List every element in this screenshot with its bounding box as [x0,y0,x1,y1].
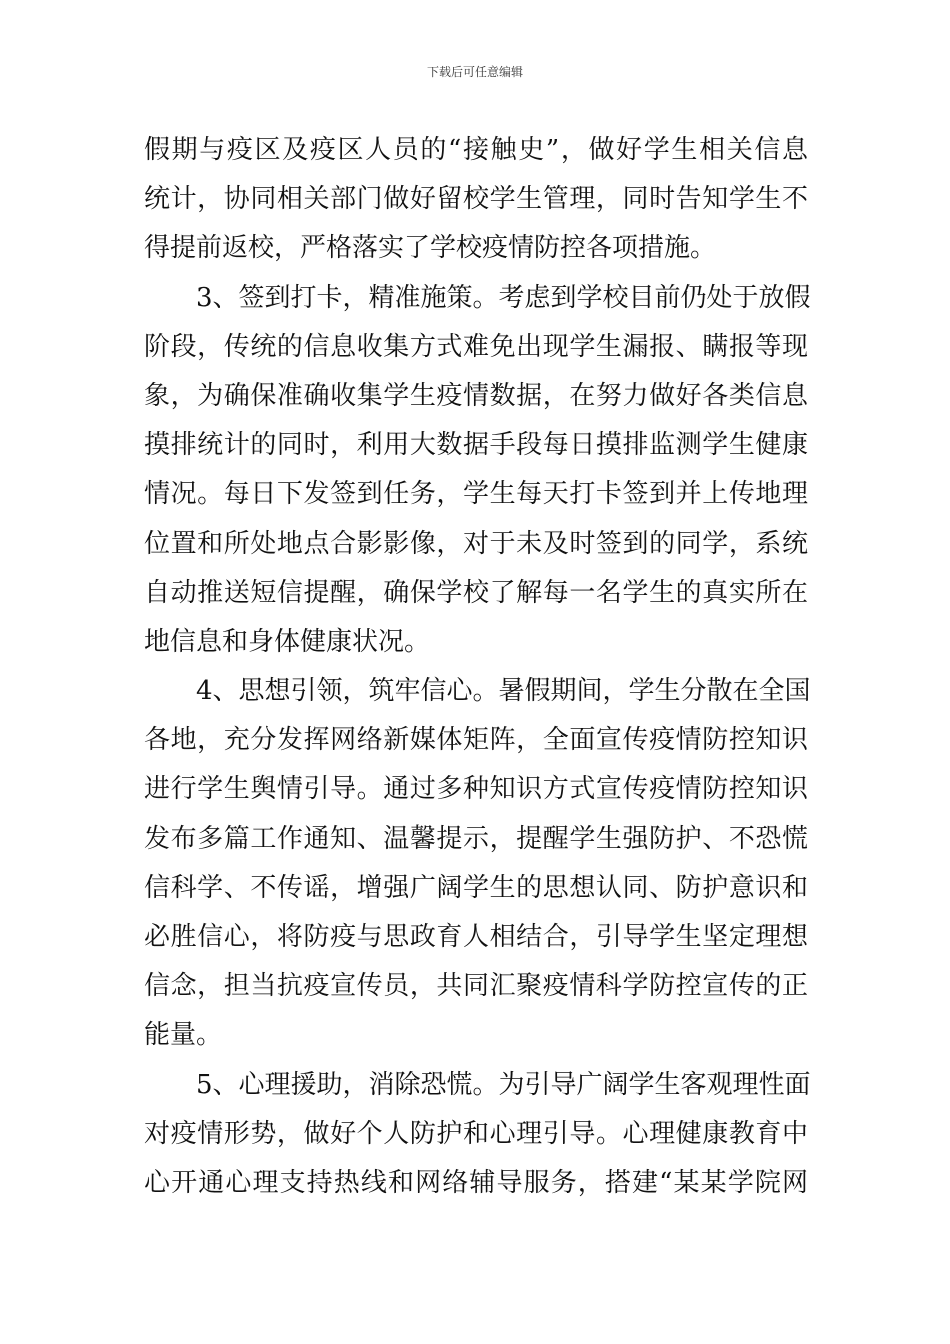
text-line: 自动推送短信提醒，确保学校了解每一名学生的真实所在 [144,577,808,608]
text-line: 信科学、不传谣，增强广阔学生的思想认同、防护意识和 [144,872,808,903]
text-line: 位置和所处地点合影影像，对于未及时签到的同学，系统 [144,528,808,559]
text-line: 信念，担当抗疫宣传员，共同汇聚疫情科学防控宣传的正 [144,971,808,1002]
paragraph-start-line: 4、思想引领，筑牢信心。暑假期间，学生分散在全国 [196,676,811,707]
paragraph-start-line: 5、心理援助，消除恐慌。为引导广阔学生客观理性面 [196,1069,811,1100]
text-line: 心开通心理支持热线和网络辅导服务，搭建“某某学院网 [144,1167,808,1198]
text-line: 能量。 [144,1020,223,1051]
text-line: 发布多篇工作通知、温馨提示，提醒学生强防护、不恐慌 [144,823,808,854]
text-line: 统计，协同相关部门做好留校学生管理，同时告知学生不 [144,184,808,215]
text-line: 阶段，传统的信息收集方式难免出现学生漏报、瞒报等现 [144,331,808,362]
text-line: 得提前返校，严格落实了学校疫情防控各项措施。 [144,233,717,264]
text-line: 进行学生舆情引导。通过多种知识方式宣传疫情防控知识 [144,774,808,805]
text-line: 摸排统计的同时，利用大数据手段每日摸排监测学生健康 [144,430,808,461]
text-line: 必胜信心，将防疫与思政育人相结合，引导学生坚定理想 [144,922,808,952]
text-line: 对疫情形势，做好个人防护和心理引导。心理健康教育中 [144,1118,808,1149]
page-header: 下载后可任意编辑 [426,65,523,79]
text-line: 假期与疫区及疫区人员的“接触史”，做好学生相关信息 [144,135,808,165]
text-line: 各地，充分发挥网络新媒体矩阵，全面宣传疫情防控知识 [144,725,808,756]
document-body [144,126,811,1208]
text-line: 象，为确保准确收集学生疫情数据，在努力做好各类信息 [144,380,808,411]
paragraph-start-line: 3、签到打卡，精准施策。考虑到学校目前仍处于放假 [196,282,811,313]
text-line: 情况。每日下发签到任务，学生每天打卡签到并上传地理 [144,479,808,510]
text-line: 地信息和身体健康状况。 [144,626,431,657]
